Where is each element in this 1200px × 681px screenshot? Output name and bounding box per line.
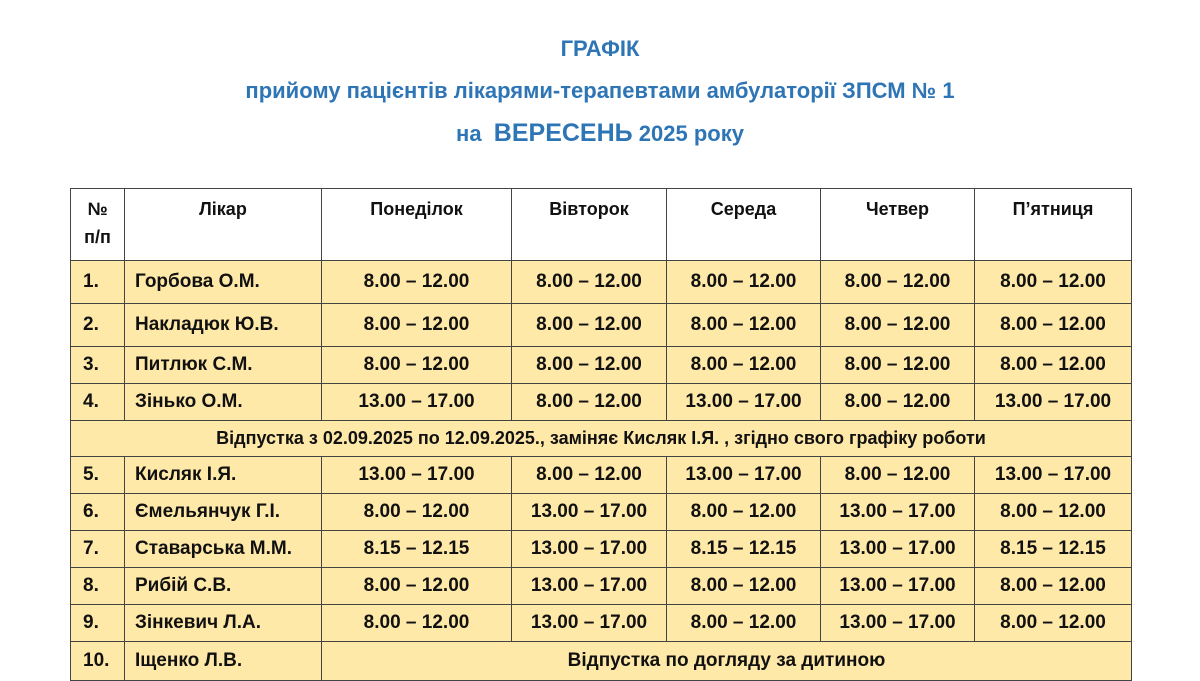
doctor-name: Зінько О.М. bbox=[125, 384, 322, 421]
row-number: 7. bbox=[71, 531, 125, 568]
title-line-2: прийому пацієнтів лікарями-терапевтами амбулаторії ЗПСМ № 1 bbox=[245, 78, 955, 103]
row-number: 8. bbox=[71, 568, 125, 605]
tuesday-hours: 8.00 – 12.00 bbox=[512, 261, 667, 304]
table-header-row bbox=[71, 189, 1132, 261]
doctor-name: Питлюк С.М. bbox=[125, 347, 322, 384]
row-number: 10. bbox=[71, 642, 125, 681]
thursday-hours: 8.00 – 12.00 bbox=[821, 457, 975, 494]
table-row bbox=[71, 457, 1132, 494]
wednesday-hours: 8.00 – 12.00 bbox=[667, 261, 821, 304]
thursday-hours: 8.00 – 12.00 bbox=[821, 384, 975, 421]
row-number: 4. bbox=[71, 384, 125, 421]
thursday-hours: 13.00 – 17.00 bbox=[821, 494, 975, 531]
table-row bbox=[71, 261, 1132, 304]
tuesday-hours: 8.00 – 12.00 bbox=[512, 304, 667, 347]
tuesday-hours: 8.00 – 12.00 bbox=[512, 384, 667, 421]
friday-hours: 8.15 – 12.15 bbox=[975, 531, 1132, 568]
tuesday-hours: 13.00 – 17.00 bbox=[512, 531, 667, 568]
wednesday-hours: 8.00 – 12.00 bbox=[667, 568, 821, 605]
friday-hours: 8.00 – 12.00 bbox=[975, 605, 1132, 642]
monday-hours: 8.00 – 12.00 bbox=[322, 347, 512, 384]
title-month: ВЕРЕСЕНЬ bbox=[493, 119, 633, 147]
friday-hours: 13.00 – 17.00 bbox=[975, 384, 1132, 421]
row-number: 2. bbox=[71, 304, 125, 347]
header-num-line1: № bbox=[87, 199, 108, 219]
wednesday-hours: 8.00 – 12.00 bbox=[667, 304, 821, 347]
monday-hours: 13.00 – 17.00 bbox=[322, 457, 512, 494]
friday-hours: 8.00 – 12.00 bbox=[975, 261, 1132, 304]
monday-hours: 8.00 – 12.00 bbox=[322, 304, 512, 347]
tuesday-hours: 8.00 – 12.00 bbox=[512, 347, 667, 384]
monday-hours: 8.00 – 12.00 bbox=[322, 494, 512, 531]
wednesday-hours: 8.00 – 12.00 bbox=[667, 347, 821, 384]
wednesday-hours: 8.15 – 12.15 bbox=[667, 531, 821, 568]
tuesday-hours: 8.00 – 12.00 bbox=[512, 457, 667, 494]
doctor-name: Накладюк Ю.В. bbox=[125, 304, 322, 347]
thursday-hours: 8.00 – 12.00 bbox=[821, 304, 975, 347]
leave-status: Відпустка по догляду за дитиною bbox=[322, 642, 1132, 681]
title-suffix: 2025 року bbox=[638, 121, 744, 146]
doctor-name: Ємельянчук Г.І. bbox=[125, 494, 322, 531]
wednesday-hours: 13.00 – 17.00 bbox=[667, 457, 821, 494]
doctor-name: Горбова О.М. bbox=[125, 261, 322, 304]
table-row bbox=[71, 531, 1132, 568]
tuesday-hours: 13.00 – 17.00 bbox=[512, 494, 667, 531]
row-number: 1. bbox=[71, 261, 125, 304]
thursday-hours: 13.00 – 17.00 bbox=[821, 568, 975, 605]
title-prefix: на bbox=[456, 121, 482, 146]
monday-hours: 8.00 – 12.00 bbox=[322, 261, 512, 304]
friday-hours: 13.00 – 17.00 bbox=[975, 457, 1132, 494]
thursday-hours: 8.00 – 12.00 bbox=[821, 261, 975, 304]
tuesday-hours: 13.00 – 17.00 bbox=[512, 605, 667, 642]
monday-hours: 8.00 – 12.00 bbox=[322, 605, 512, 642]
monday-hours: 13.00 – 17.00 bbox=[322, 384, 512, 421]
vacation-note: Відпустка з 02.09.2025 по 12.09.2025., заміняє Кисляк І.Я. , згідно свого графіку роботи bbox=[71, 421, 1132, 457]
title-line-1: ГРАФІК bbox=[560, 36, 640, 61]
row-number: 5. bbox=[71, 457, 125, 494]
schedule-title bbox=[0, 28, 1200, 154]
doctor-name: Іщенко Л.В. bbox=[125, 642, 322, 681]
doctor-name: Зінкевич Л.А. bbox=[125, 605, 322, 642]
wednesday-hours: 13.00 – 17.00 bbox=[667, 384, 821, 421]
table-row bbox=[71, 605, 1132, 642]
doctor-name: Ставарська М.М. bbox=[125, 531, 322, 568]
doctor-name: Рибій С.В. bbox=[125, 568, 322, 605]
table-row bbox=[71, 304, 1132, 347]
table-row bbox=[71, 568, 1132, 605]
friday-hours: 8.00 – 12.00 bbox=[975, 347, 1132, 384]
table-row bbox=[71, 494, 1132, 531]
tuesday-hours: 13.00 – 17.00 bbox=[512, 568, 667, 605]
monday-hours: 8.00 – 12.00 bbox=[322, 568, 512, 605]
friday-hours: 8.00 – 12.00 bbox=[975, 304, 1132, 347]
header-tuesday: Вівторок bbox=[512, 189, 667, 261]
title-line-3 bbox=[0, 112, 1200, 154]
wednesday-hours: 8.00 – 12.00 bbox=[667, 494, 821, 531]
monday-hours: 8.15 – 12.15 bbox=[322, 531, 512, 568]
friday-hours: 8.00 – 12.00 bbox=[975, 568, 1132, 605]
header-friday: П’ятниця bbox=[975, 189, 1132, 261]
header-thursday: Четвер bbox=[821, 189, 975, 261]
header-num bbox=[71, 189, 125, 261]
thursday-hours: 13.00 – 17.00 bbox=[821, 605, 975, 642]
wednesday-hours: 8.00 – 12.00 bbox=[667, 605, 821, 642]
header-wednesday: Середа bbox=[667, 189, 821, 261]
header-monday: Понеділок bbox=[322, 189, 512, 261]
row-number: 9. bbox=[71, 605, 125, 642]
table-row bbox=[71, 384, 1132, 421]
thursday-hours: 8.00 – 12.00 bbox=[821, 347, 975, 384]
row-number: 6. bbox=[71, 494, 125, 531]
thursday-hours: 13.00 – 17.00 bbox=[821, 531, 975, 568]
friday-hours: 8.00 – 12.00 bbox=[975, 494, 1132, 531]
header-doctor: Лікар bbox=[125, 189, 322, 261]
vacation-note-row bbox=[71, 421, 1132, 457]
header-num-line2: п/п bbox=[84, 227, 111, 247]
doctor-name: Кисляк І.Я. bbox=[125, 457, 322, 494]
row-number: 3. bbox=[71, 347, 125, 384]
schedule-table bbox=[70, 188, 1132, 681]
table-row bbox=[71, 347, 1132, 384]
